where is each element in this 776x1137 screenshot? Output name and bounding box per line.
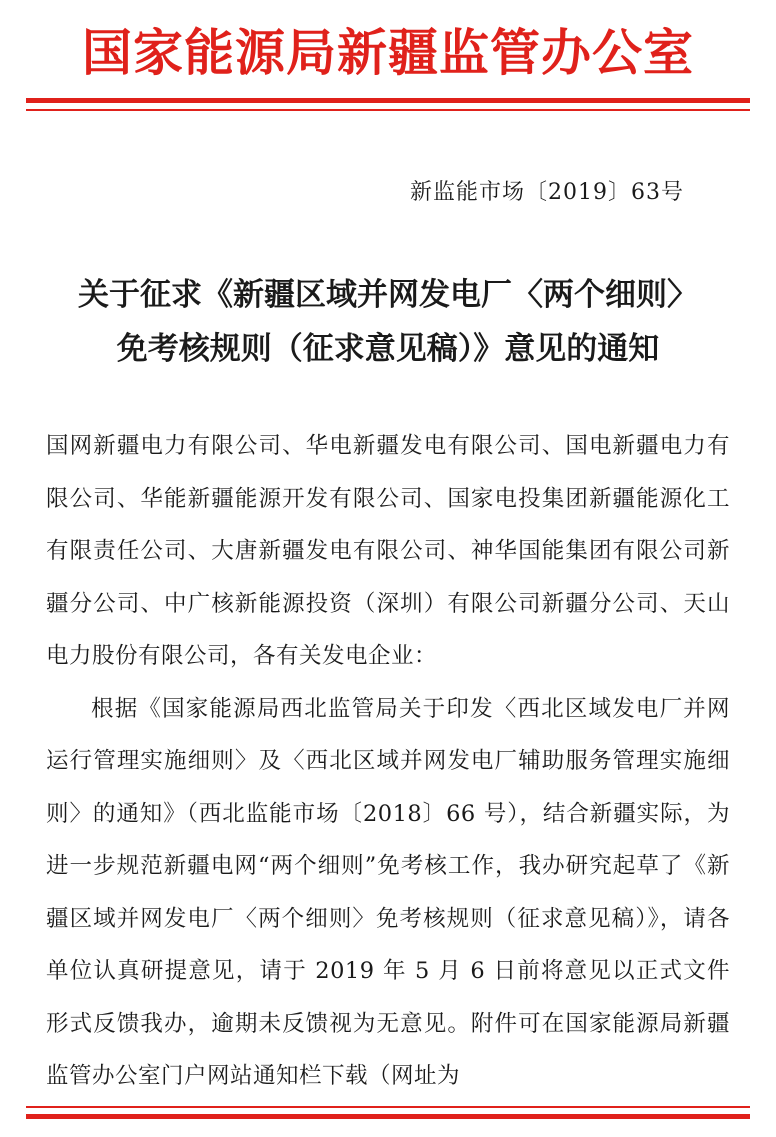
document-number: 新监能市场〔2019〕63号 <box>410 180 684 205</box>
footer-rule-thick <box>26 1114 750 1119</box>
recipients-paragraph: 国网新疆电力有限公司、华电新疆发电有限公司、国电新疆电力有限公司、华能新疆能源开发有限公司、国家电投集团新疆能源化工有限责任公司、大唐新疆发电有限公司、神华国能集团有限公司新疆分公司、中广核新能源投资（深圳）有限公司新疆分公司、天山电力股份有限公司，各有关发电企业： <box>46 433 730 669</box>
document-title-line-2: 免考核规则（征求意见稿）》意见的通知 <box>116 331 660 367</box>
body-paragraph: 根据《国家能源局西北监管局关于印发〈西北区域发电厂并网运行管理实施细则〉及〈西北区域并网发电厂辅助服务管理实施细则〉的通知》（西北监能市场〔2018〕66 号），结合新疆实际，为进一步规范新疆电网“两个细则”免考核工作，我办研究起草了《新疆区域并网发电厂〈两个细则〉免考核规则（征求意见稿）》，请各单位认真研提意见，请于 2019 年 5 月 6 日前将意见以正式文件形式反馈我办，逾期未反馈视为无意见。附件可在国家能源局新疆监管办公室门户网站通知栏下载（网址为 <box>46 695 730 1089</box>
footer-rule-thin <box>26 1106 750 1108</box>
document-title <box>20 268 756 376</box>
letterhead-title: 国家能源局新疆监管办公室 <box>82 24 694 82</box>
letterhead-rule-thick <box>26 98 750 103</box>
letterhead-rule-thin <box>26 109 750 111</box>
document-title-line-1: 关于征求《新疆区域并网发电厂〈两个细则〉 <box>78 277 698 313</box>
document-body <box>46 420 730 1103</box>
